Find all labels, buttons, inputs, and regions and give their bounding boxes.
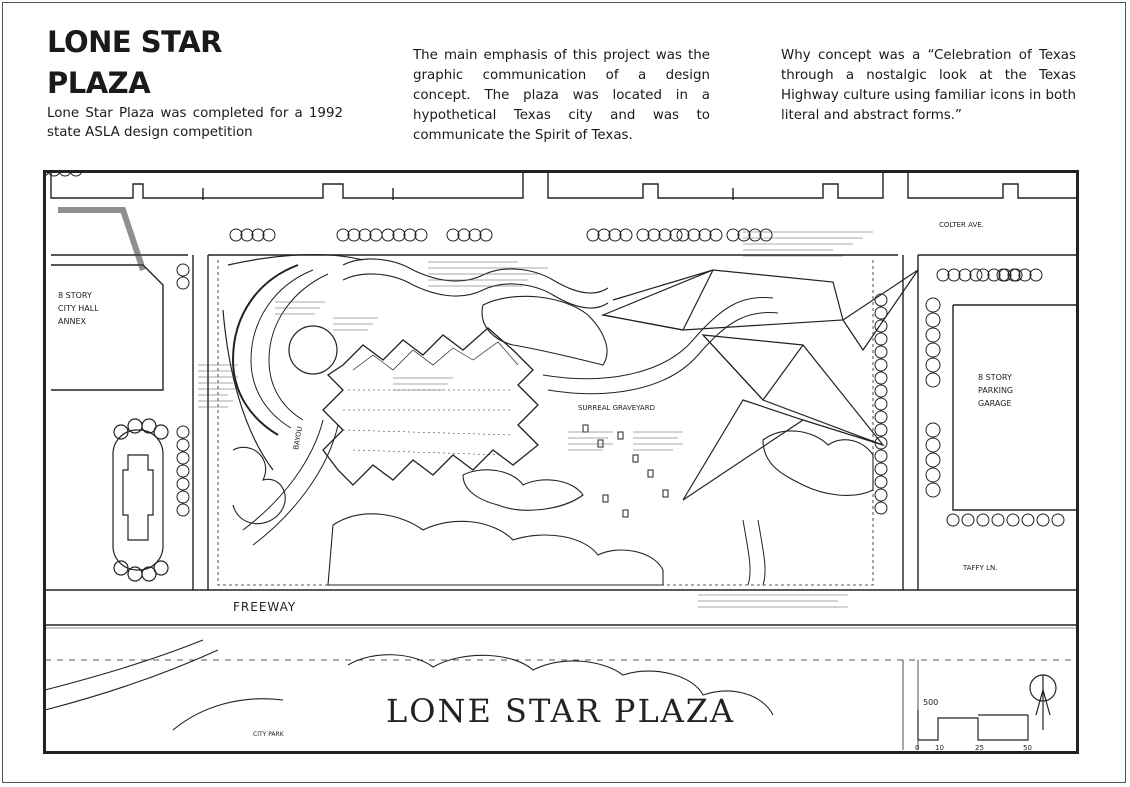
title-line-2: PLAZA	[47, 66, 151, 100]
bayou-label: BAYOU	[292, 425, 305, 451]
parking-label-3: GARAGE	[978, 399, 1012, 408]
city-hall-annex	[51, 210, 163, 390]
tree-masses	[233, 259, 873, 585]
city-park-label: CITY PARK	[253, 731, 284, 738]
annotation-scribbles	[198, 232, 873, 607]
north-arrow-icon	[1030, 675, 1056, 730]
scale-tick-0: 0	[915, 744, 920, 752]
site-plan-drawing	[43, 170, 1079, 754]
plan-title: LONE STAR PLAZA	[386, 692, 736, 730]
plan-border	[45, 172, 1078, 753]
freeway-label: FREEWAY	[233, 600, 297, 614]
scale-tick-25: 25	[975, 744, 984, 752]
creek-path	[243, 297, 778, 585]
terrace-arc	[233, 265, 337, 435]
taffy-label: TAFFY LN.	[963, 564, 998, 572]
emphasis-paragraph: The main emphasis of this project was the graphic communication of a design concept. The plaza was located in a hypothetical Texas city and was to communicate the Spirit of Texas.	[413, 48, 710, 143]
streets	[45, 255, 1077, 660]
surreal-label: SURREAL GRAVEYARD	[578, 404, 655, 412]
scale-tick-10: 10	[935, 744, 944, 752]
parking-garage	[953, 305, 1077, 510]
scale-top-label: 500	[923, 698, 939, 707]
graveyard-markers	[583, 425, 668, 517]
city-hall-label-1: 8 STORY	[58, 291, 92, 300]
title-line-1: LONE STAR	[47, 25, 222, 59]
city-hall-label-2: CITY HALL	[58, 304, 99, 313]
top-blocks	[51, 172, 1077, 200]
stepped-plaza	[323, 328, 538, 485]
oval-fountain	[113, 419, 168, 581]
subtitle: Lone Star Plaza was completed for a 1992 state ASLA design competition	[47, 106, 343, 140]
parking-label-1: 8 STORY	[978, 373, 1012, 382]
concept-paragraph: Why concept was a “Celebration of Texas through a nostalgic look at the Texas Highway culture using familiar icons in both literal and abstract forms.”	[781, 48, 1076, 123]
scale-tick-50: 50	[1023, 744, 1032, 752]
scale-bar	[915, 698, 1032, 752]
parking-label-2: PARKING	[978, 386, 1014, 395]
page-title	[47, 22, 347, 104]
city-hall-label-3: ANNEX	[58, 317, 86, 326]
colter-label: COLTER AVE.	[939, 221, 984, 229]
